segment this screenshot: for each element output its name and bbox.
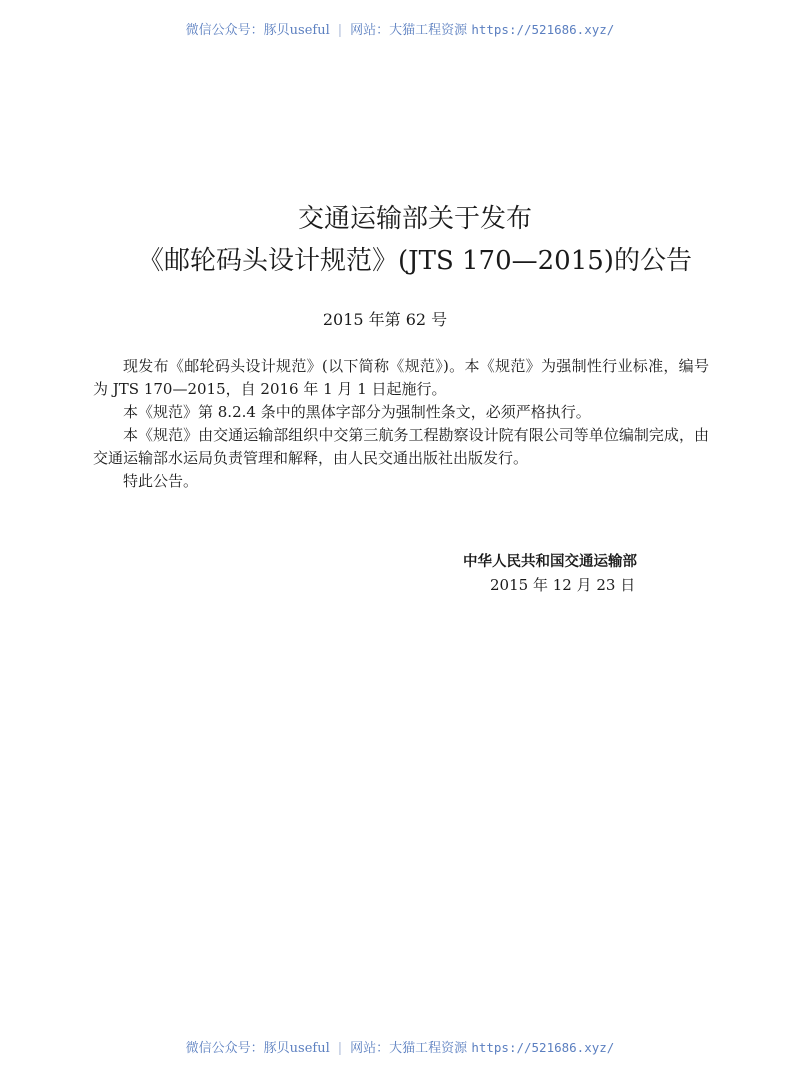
watermark-site: 网站：大猫工程资源 (350, 23, 468, 38)
watermark-separator: | (337, 23, 343, 38)
watermark-url[interactable]: https://521686.xyz/ (471, 1040, 615, 1055)
watermark-top (0, 19, 800, 38)
signature-organization: 中华人民共和国交通运输部 (463, 554, 637, 570)
watermark-bottom (0, 1037, 800, 1056)
title-line-1: 交通运输部关于发布 (297, 204, 532, 234)
watermark-site: 网站：大猫工程资源 (350, 1041, 468, 1056)
issue-number: 2015 年第 62 号 (322, 310, 448, 329)
paragraph: 特此公告。 (123, 472, 199, 490)
watermark-separator: | (337, 1041, 343, 1056)
page-title (0, 198, 800, 282)
signature-block (463, 551, 637, 597)
watermark-account: 微信公众号：豚贝useful (185, 23, 330, 38)
paragraph: 本《规范》由交通运输部组织中交第三航务工程勘察设计院有限公司等单位编制完成，由交通运输部水运局负责管理和解释，由人民交通出版社出版发行。 (93, 426, 709, 467)
watermark-url[interactable]: https://521686.xyz/ (471, 22, 615, 37)
watermark-account: 微信公众号：豚贝useful (185, 1041, 330, 1056)
signature-date: 2015 年 12 月 23 日 (490, 576, 636, 594)
announcement-body (93, 355, 709, 493)
paragraph: 现发布《邮轮码头设计规范》(以下简称《规范》)。本《规范》为强制性行业标准，编号为 JTS 170—2015，自 2016 年 1 月 1 日起施行。 (93, 357, 709, 398)
paragraph: 本《规范》第 8.2.4 条中的黑体字部分为强制性条文，必须严格执行。 (123, 403, 591, 421)
title-line-2: 《邮轮码头设计规范》(JTS 170—2015)的公告 (138, 246, 692, 276)
